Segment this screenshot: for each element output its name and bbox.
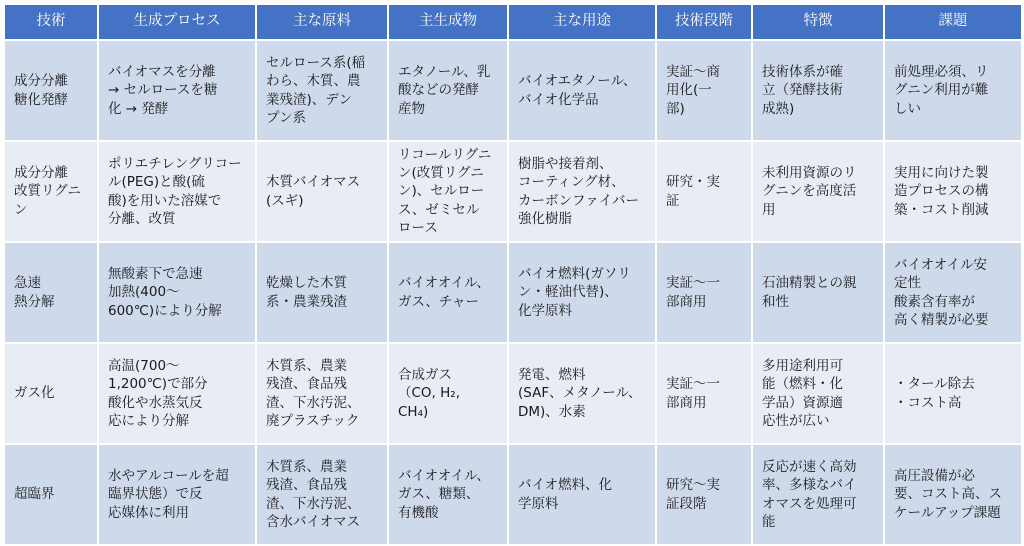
cell-products: バイオオイル、 ガス、糖類、 有機酸 xyxy=(388,444,508,545)
cell-process: 高温(700～ 1,200℃)で部分 酸化や水蒸気反 応により分解 xyxy=(98,343,256,444)
cell-feedstock: 木質バイオマス (スギ) xyxy=(256,141,388,242)
cell-uses: バイオ燃料、化 学原料 xyxy=(508,444,656,545)
cell-uses: 樹脂や接着剤、 コーティング材、 カーボンファイバー 強化樹脂 xyxy=(508,141,656,242)
cell-challenges: 前処理必須、リ グニン利用が難 しい xyxy=(884,40,1022,141)
cell-uses: バイオ燃料(ガソリ ン・軽油代替)、 化学原料 xyxy=(508,242,656,343)
cell-stage: 実証～一 部商用 xyxy=(656,242,752,343)
cell-stage: 研究～実 証段階 xyxy=(656,444,752,545)
header-challenges: 課題 xyxy=(884,4,1022,40)
table-row xyxy=(4,343,1022,444)
cell-stage: 実証～一 部商用 xyxy=(656,343,752,444)
table-row xyxy=(4,444,1022,545)
table-row xyxy=(4,242,1022,343)
cell-feedstock: 乾燥した木質 系・農業残渣 xyxy=(256,242,388,343)
cell-challenges: 高圧設備が必 要、コスト高、ス ケールアップ課題 xyxy=(884,444,1022,545)
cell-products: リコールリグニ ン(改質リグニ ン)、セルロー ス、ゼミセル ロース xyxy=(388,141,508,242)
cell-challenges: バイオオイル安 定性 酸素含有率が 高く精製が必要 xyxy=(884,242,1022,343)
cell-stage: 実証～商 用化(一 部) xyxy=(656,40,752,141)
cell-features: 技術体系が確 立（発酵技術 成熟) xyxy=(752,40,884,141)
cell-uses: 発電、燃料 (SAF、メタノール、 DM)、水素 xyxy=(508,343,656,444)
header-uses: 主な用途 xyxy=(508,4,656,40)
table-row xyxy=(4,40,1022,141)
cell-products: バイオオイル、 ガス、チャー xyxy=(388,242,508,343)
cell-products: 合成ガス （CO, H₂, CH₄) xyxy=(388,343,508,444)
cell-features: 石油精製との親 和性 xyxy=(752,242,884,343)
cell-technology: ガス化 xyxy=(4,343,98,444)
cell-feedstock: 木質系、農業 残渣、食品残 渣、下水汚泥、 廃プラスチック xyxy=(256,343,388,444)
header-stage: 技術段階 xyxy=(656,4,752,40)
technology-comparison-table xyxy=(3,3,1023,546)
header-feedstock: 主な原料 xyxy=(256,4,388,40)
cell-technology: 超臨界 xyxy=(4,444,98,545)
table-row xyxy=(4,141,1022,242)
table-header-row xyxy=(4,4,1022,40)
cell-technology: 急速 熱分解 xyxy=(4,242,98,343)
cell-stage: 研究・実 証 xyxy=(656,141,752,242)
cell-technology: 成分分離 糖化発酵 xyxy=(4,40,98,141)
cell-feedstock: 木質系、農業 残渣、食品残 渣、下水汚泥、 含水バイオマス xyxy=(256,444,388,545)
cell-products: エタノール、乳 酸などの発酵 産物 xyxy=(388,40,508,141)
cell-feedstock: セルロース系(稲 わら、木質、農 業残渣)、デン プン系 xyxy=(256,40,388,141)
cell-features: 多用途利用可 能（燃料・化 学品）資源適 応性が広い xyxy=(752,343,884,444)
cell-technology: 成分分離 改質リグニ ン xyxy=(4,141,98,242)
cell-challenges: ・タール除去 ・コスト高 xyxy=(884,343,1022,444)
header-process: 生成プロセス xyxy=(98,4,256,40)
header-technology: 技術 xyxy=(4,4,98,40)
cell-process: バイオマスを分離 → セルロースを糖 化 → 発酵 xyxy=(98,40,256,141)
header-features: 特徴 xyxy=(752,4,884,40)
cell-process: 水やアルコールを超 臨界状態）で反 応媒体に利用 xyxy=(98,444,256,545)
header-products: 主生成物 xyxy=(388,4,508,40)
cell-features: 未利用資源のリ グニンを高度活 用 xyxy=(752,141,884,242)
cell-features: 反応が速く高効 率、多様なバイ オマスを処理可 能 xyxy=(752,444,884,545)
cell-uses: バイオエタノール、 バイオ化学品 xyxy=(508,40,656,141)
cell-challenges: 実用に向けた製 造プロセスの構 築・コスト削減 xyxy=(884,141,1022,242)
cell-process: 無酸素下で急速 加熱(400～ 600℃)により分解 xyxy=(98,242,256,343)
cell-process: ポリエチレングリコー ル(PEG)と酸(硫 酸)を用いた溶媒で 分離、改質 xyxy=(98,141,256,242)
